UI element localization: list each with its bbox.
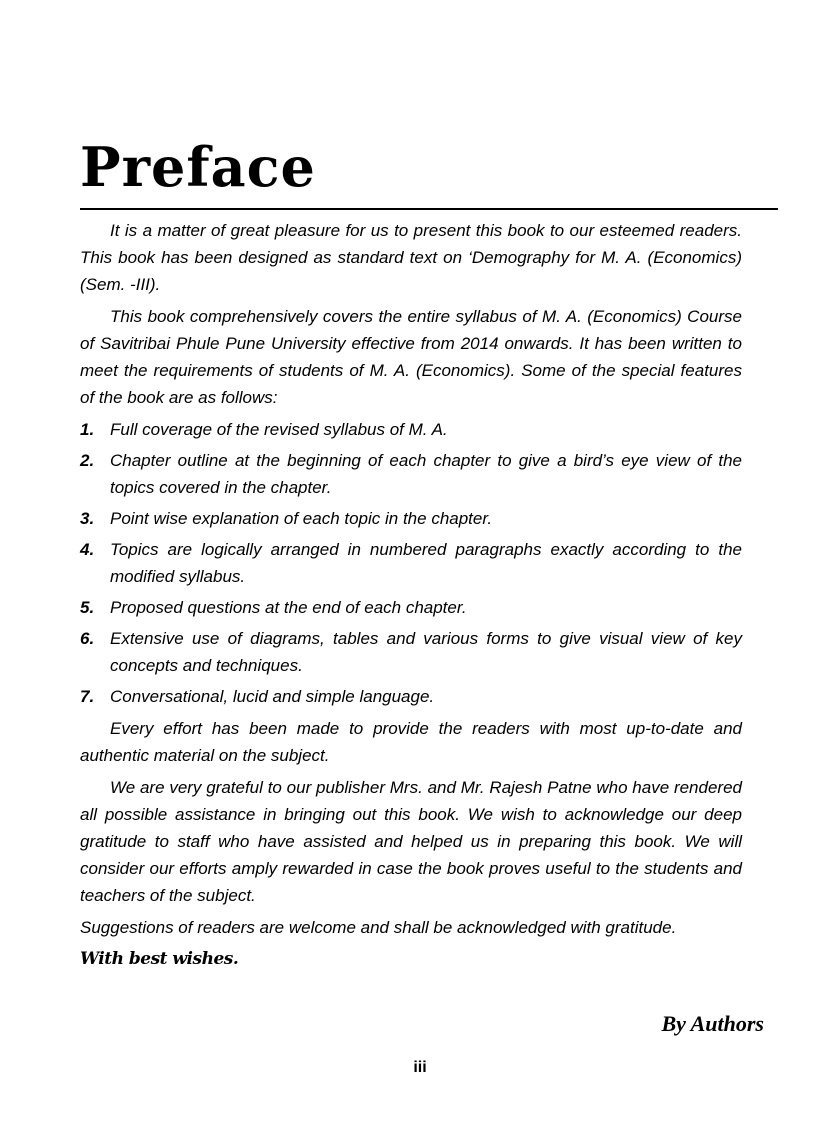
feature-number: 6. — [80, 629, 95, 648]
feature-item — [80, 625, 742, 679]
feature-text: Conversational, lucid and simple language. — [110, 687, 435, 706]
page-number: iii — [413, 1059, 427, 1076]
signature: By Authors — [661, 1011, 764, 1036]
feature-text: Full coverage of the revised syllabus of M. A. — [110, 420, 448, 439]
feature-text: Proposed questions at the end of each chapter. — [110, 598, 467, 617]
intro-paragraph-1: It is a matter of great pleasure for us to present this book to our esteemed readers. This book has been designed as standard text on ‘Demography for M. A. (Economics) (Sem. -III). — [80, 221, 742, 294]
feature-text: Extensive use of diagrams, tables and various forms to give visual view of key concepts and techniques. — [110, 629, 742, 675]
feature-item — [80, 447, 742, 501]
feature-item — [80, 416, 742, 443]
title-underline — [80, 208, 778, 210]
outro-paragraph-3: Suggestions of readers are welcome and shall be acknowledged with gratitude. — [80, 918, 677, 937]
features-list — [80, 416, 742, 710]
feature-text: Point wise explanation of each topic in the chapter. — [110, 509, 493, 528]
preface-body — [80, 217, 742, 973]
feature-text: Topics are logically arranged in numbered paragraphs exactly according to the modified syllabus. — [110, 540, 742, 586]
feature-number: 2. — [80, 451, 95, 470]
closing-wishes: With best wishes. — [80, 949, 239, 969]
feature-number: 4. — [80, 540, 95, 559]
feature-text: Chapter outline at the beginning of each chapter to give a bird’s eye view of the topics covered in the chapter. — [110, 451, 742, 497]
intro-paragraph-2: This book comprehensively covers the entire syllabus of M. A. (Economics) Course of Savitribai Phule Pune University effective from 2014 onwards. It has been written to meet the requirements of students of M. A. (Economics). Some of the special features of the book are as follows: — [80, 307, 742, 407]
feature-item — [80, 536, 742, 590]
feature-number: 7. — [80, 687, 95, 706]
feature-item — [80, 594, 742, 621]
feature-number: 1. — [80, 420, 95, 439]
outro-paragraph-1: Every effort has been made to provide the readers with most up-to-date and authentic material on the subject. — [80, 719, 742, 765]
feature-item — [80, 505, 742, 532]
page-title: Preface — [80, 135, 316, 199]
feature-number: 5. — [80, 598, 95, 617]
feature-number: 3. — [80, 509, 95, 528]
feature-item — [80, 683, 742, 710]
outro-paragraph-2: We are very grateful to our publisher Mrs. and Mr. Rajesh Patne who have rendered all possible assistance in bringing out this book. We wish to acknowledge our deep gratitude to staff who have assisted and helped us in preparing this book. We will consider our efforts amply rewarded in case the book proves useful to the students and teachers of the subject. — [80, 778, 742, 905]
